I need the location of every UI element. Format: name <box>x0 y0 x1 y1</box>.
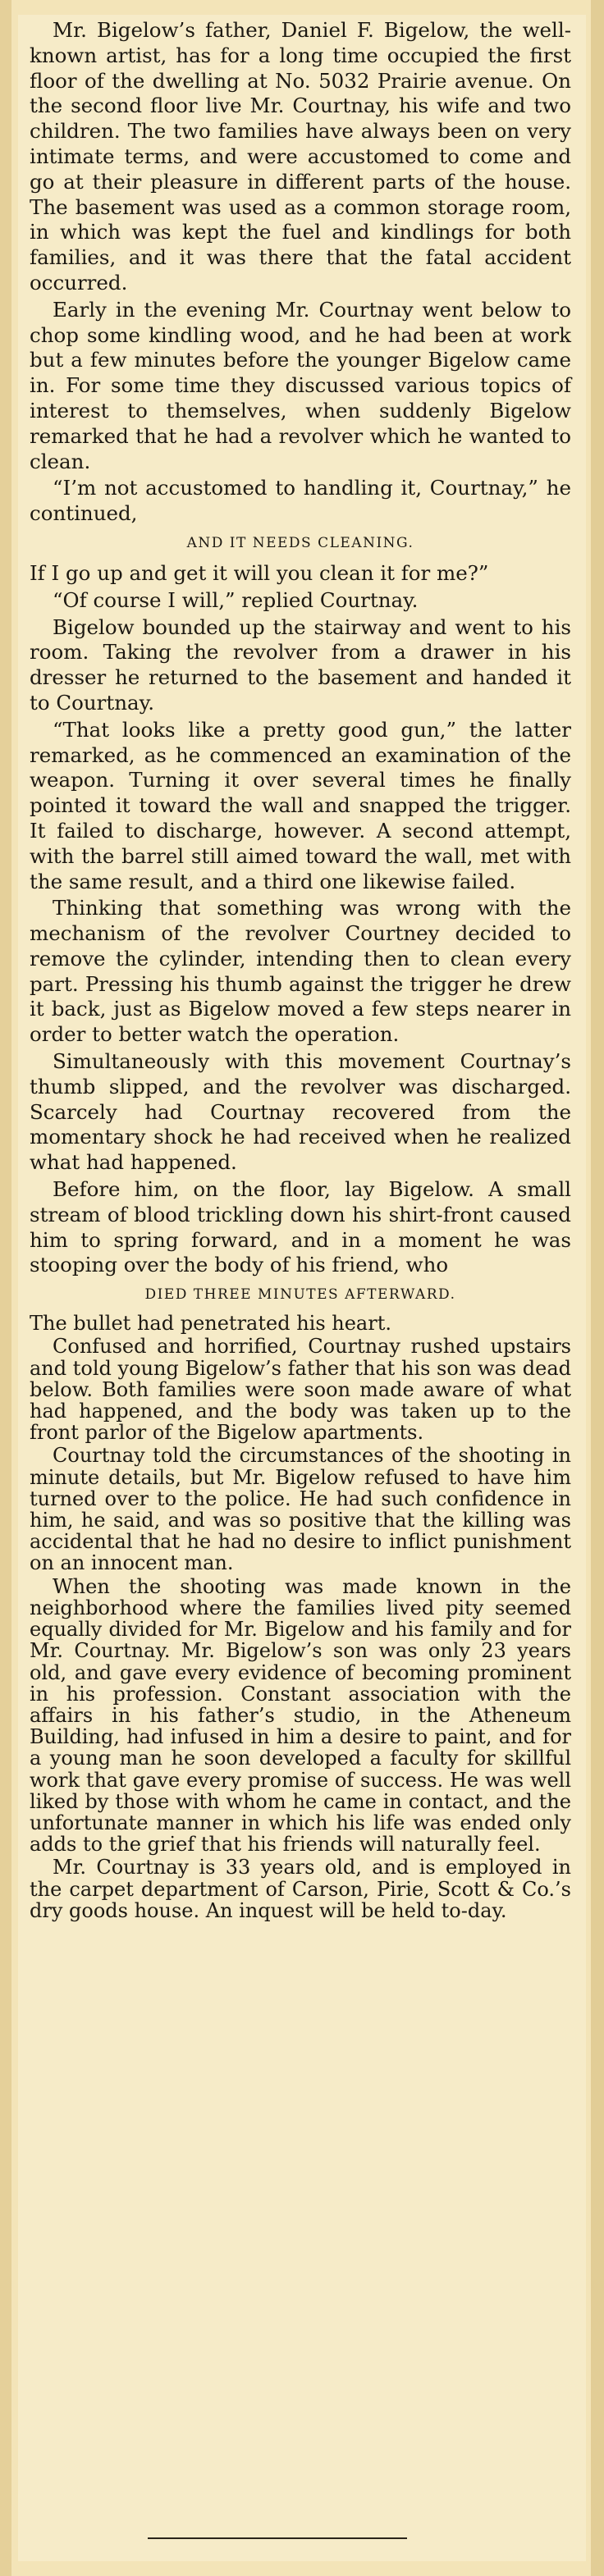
article-lower-section <box>30 1313 571 1921</box>
end-rule <box>148 2537 407 2539</box>
article-column <box>30 18 571 1923</box>
paragraph-quote-end: If I go up and get it will you clean it for me?” <box>30 560 489 585</box>
paragraph-courtnay-employment: Mr. Courtnay is 33 years old, and is employed in the carpet department of Carson, Pirie, Scott & Co.’s dry goods house. An inquest will be held to-day. <box>30 1856 571 1922</box>
paragraph-mechanism: Thinking that something was wrong with the mechanism of the revolver Courtney decided to remove the cylinder, intending then to clean every part. Pressing his thumb against the trigger he drew it back, just as Bigelow moved a few steps nearer in order to better watch the operation. <box>30 896 571 1047</box>
paragraph-circumstances: Courtnay told the circumstances of the shooting in minute details, but Mr. Bigelow refused to have him turned over to the police. He had such confidence in him, he said, and was so positive that the killing was accidental that he had no desire to inflict punishment on an innocent man. <box>30 1444 571 1575</box>
subhead-needs-cleaning: AND IT NEEDS CLEANING. <box>186 534 414 551</box>
subhead-died-afterward: DIED THREE MINUTES AFTERWARD. <box>144 1286 456 1304</box>
paragraph-before-him: Before him, on the floor, lay Bigelow. A small stream of blood trickling down his shirt-front caused him to spring forward, and in a moment he was stooping over the body of his friend, who <box>30 1177 571 1277</box>
paragraph-evening: Early in the evening Mr. Courtnay went below to chop some kindling wood, and he had been at work but a few minutes before the younger Bigelow came in. For some time they discussed various topics of interest to themselves, when suddenly Bigelow remarked that he had a revolver which he wanted to clean. <box>30 297 571 473</box>
paragraph-reply: “Of course I will,” replied Courtnay. <box>53 587 419 612</box>
clipping-left-edge <box>0 0 11 2576</box>
paragraph-neighborhood: When the shooting was made known in the neighborhood where the families lived pity seemed equally divided for Mr. Bigelow and his family and for Mr. Courtnay. Mr. Bigelow’s son was only 23 years old, and gave every evidence of becoming prominent in his profession. Constant association with the affairs in his father’s studio, in the Atheneum Building, had infused in him a desire to paint, and for a young man he soon developed a faculty for skillful work that gave every promise of success. He was well liked by those with whom he came in contact, and the unfortunate manner in which his life was ended only adds to the grief that his friends will naturally feel. <box>30 1574 571 1857</box>
paragraph-intro: Mr. Bigelow’s father, Daniel F. Bigelow, the well-known artist, has for a long time occupied the first floor of the dwelling at No. 5032 Prairie avenue. On the second floor live Mr. Courtnay, his wife and two children. The two families have always been on very intimate terms, and were accustomed to come and go at their pleasure in different parts of the house. The basement was used as a common storage room, in which was kept the fuel and kindlings for both families, and it was there that the fatal accident occurred. <box>30 18 571 295</box>
paragraph-revolver-fetch: Bigelow bounded up the stairway and went to his room. Taking the revolver from a drawer in his dresser he returned to the basement and handed it to Courtnay. <box>30 614 571 715</box>
paragraph-discharge: Simultaneously with this movement Courtnay’s thumb slipped, and the revolver was discharged. Scarcely had Courtnay recovered from the momentary shock he had received when he realized what had happened. <box>30 1049 571 1175</box>
paragraph-bullet: The bullet had penetrated his heart. <box>30 1312 391 1336</box>
paragraph-examination: “That looks like a pretty good gun,” the latter remarked, as he commenced an examination of the weapon. Turning it over several times he finally pointed it toward the wall and snapped the trigger. It failed to discharge, however. A second attempt, with the barrel still aimed toward the wall, met with the same result, and a third one likewise failed. <box>30 717 571 893</box>
paragraph-confused: Confused and horrified, Courtnay rushed upstairs and told young Bigelow’s father that his son was dead below. Both families were soon made aware of what had happened, and the body was taken up to the front parlor of the Bigelow apartments. <box>30 1335 571 1445</box>
clipping-right-edge <box>591 0 604 2576</box>
paragraph-quote-continued: “I’m not accustomed to handling it, Courtnay,” he continued, <box>30 476 571 526</box>
